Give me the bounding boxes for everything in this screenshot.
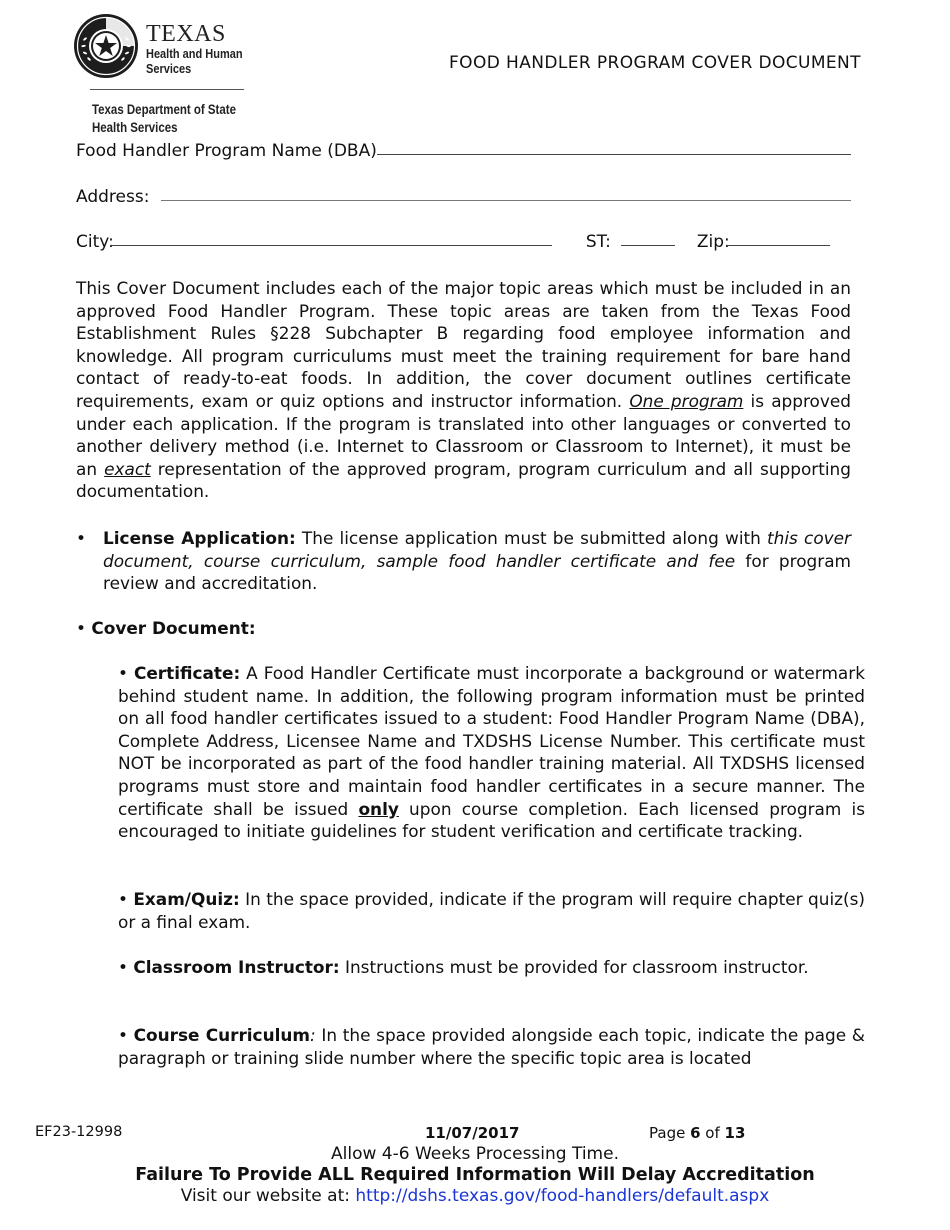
- city-input[interactable]: [110, 245, 552, 246]
- logo-divider: [90, 89, 244, 90]
- classroom-instructor-text: Instructions must be provided for classroom instructor.: [339, 957, 809, 977]
- classroom-instructor-item: [118, 956, 865, 979]
- license-application-item: [76, 527, 851, 595]
- logo-dept-line2: Health Services: [92, 119, 178, 135]
- bullet-icon: •: [118, 889, 134, 909]
- intro-emphasis-one-program: One program: [629, 390, 744, 411]
- exam-quiz-text: In the space provided, indicate if the program will require chapter quiz(s) or a final exam.: [118, 889, 865, 932]
- intro-emphasis-exact: exact: [104, 458, 151, 479]
- page-total: 13: [724, 1124, 746, 1142]
- logo-agency-name: [146, 47, 243, 77]
- cover-document-item: [76, 617, 256, 640]
- website-label: Visit our website at:: [180, 1186, 356, 1206]
- address-label: Address:: [76, 187, 150, 207]
- license-application-text-2: for program review and accreditation.: [103, 550, 851, 594]
- city-label: City:: [76, 232, 114, 252]
- city-state-zip-row: [76, 232, 851, 252]
- course-curriculum-item: [118, 1024, 865, 1069]
- bullet-icon: •: [118, 1025, 134, 1045]
- cover-document-heading: Cover Document:: [91, 618, 256, 638]
- course-curriculum-colon: :: [310, 1025, 316, 1045]
- license-application-required-items: this cover document, course curriculum, sample food handler certificate and fee: [103, 528, 851, 571]
- program-name-label: Food Handler Program Name (DBA): [76, 141, 377, 161]
- program-name-input[interactable]: [377, 154, 851, 155]
- intro-text-1: This Cover Document includes each of the major topic areas which must be included in an approved Food Handler Program. These topic areas are taken from the Texas Food Establishment Rules §228 Subchapter B regarding food employee information and knowledge. All program curriculums must meet the training requirement for bare hand contact of ready-to-eat foods. In addition, the cover document outlines certificate requirements, exam or quiz options and instructor information.: [76, 278, 851, 411]
- course-curriculum-text: In the space provided alongside each topic, indicate the page & paragraph or training slide number where the specific topic area is located: [118, 1025, 865, 1068]
- certificate-item: [118, 662, 865, 843]
- intro-paragraph: [76, 277, 851, 503]
- logo-agency-line1: Health and Human: [146, 47, 243, 61]
- logo-state-name: TEXAS: [146, 21, 226, 47]
- logo-department-name: [92, 100, 236, 136]
- classroom-instructor-heading: Classroom Instructor:: [133, 957, 340, 977]
- exam-quiz-item: [118, 888, 865, 933]
- state-label: ST:: [585, 232, 611, 252]
- page-of: of: [700, 1124, 725, 1142]
- course-curriculum-heading: Course Curriculum: [133, 1025, 311, 1045]
- license-application-heading: License Application:: [103, 528, 296, 548]
- bullet-icon: •: [118, 663, 134, 683]
- accreditation-warning: Failure To Provide ALL Required Information Will Delay Accreditation: [135, 1165, 815, 1185]
- intro-text-2: is approved under each application. If the program is translated into other languages or converted to another delivery method (i.e. Internet to Classroom or Classroom to Internet), it must be an: [76, 390, 852, 479]
- exam-quiz-heading: Exam/Quiz:: [133, 889, 240, 909]
- bullet-icon: •: [118, 957, 134, 977]
- intro-text-3: representation of the approved program, program curriculum and all supporting documentation.: [76, 458, 851, 502]
- address-input[interactable]: [161, 200, 851, 201]
- revision-date: 11/07/2017: [425, 1124, 520, 1142]
- logo-agency-line2: Services: [146, 62, 192, 76]
- bullet-icon: •: [76, 528, 86, 548]
- state-input[interactable]: [621, 245, 675, 246]
- page-prefix: Page: [649, 1124, 691, 1142]
- document-title: FOOD HANDLER PROGRAM COVER DOCUMENT: [449, 53, 861, 73]
- address-field-row: [76, 187, 851, 207]
- certificate-text-2: upon course completion. Each licensed program is encouraged to initiate guidelines for student verification and certificate tracking.: [118, 798, 865, 842]
- website-line: [0, 1186, 950, 1206]
- zip-input[interactable]: [726, 245, 830, 246]
- page-indicator: [649, 1124, 745, 1142]
- processing-time-note: Allow 4-6 Weeks Processing Time.: [331, 1144, 619, 1164]
- zip-label: Zip:: [696, 232, 730, 252]
- certificate-text-1: A Food Handler Certificate must incorporate a background or watermark behind student name. In addition, the following program information must be printed on all food handler certificates issued to a student: Food Handler Program Name (DBA), Complete Address, Licensee Name and TXDSHS License Number. This certificate must NOT be incorporated as part of the food handler training material. All TXDSHS licensed programs must store and maintain food handler certificates in a secure manner. The certificate shall be issued: [118, 663, 865, 819]
- program-name-field-row: [76, 141, 851, 161]
- certificate-emphasis-only: only: [358, 798, 399, 819]
- page-current: 6: [690, 1124, 701, 1142]
- certificate-heading: Certificate:: [133, 663, 241, 683]
- license-application-text-1: The license application must be submitted along with: [295, 528, 768, 548]
- bullet-icon: •: [76, 618, 86, 638]
- logo-dept-line1: Texas Department of State: [92, 101, 236, 117]
- website-link[interactable]: http://dshs.texas.gov/food-handlers/default.aspx: [355, 1186, 770, 1206]
- texas-seal-icon: [73, 13, 139, 79]
- form-number: EF23-12998: [35, 1124, 123, 1140]
